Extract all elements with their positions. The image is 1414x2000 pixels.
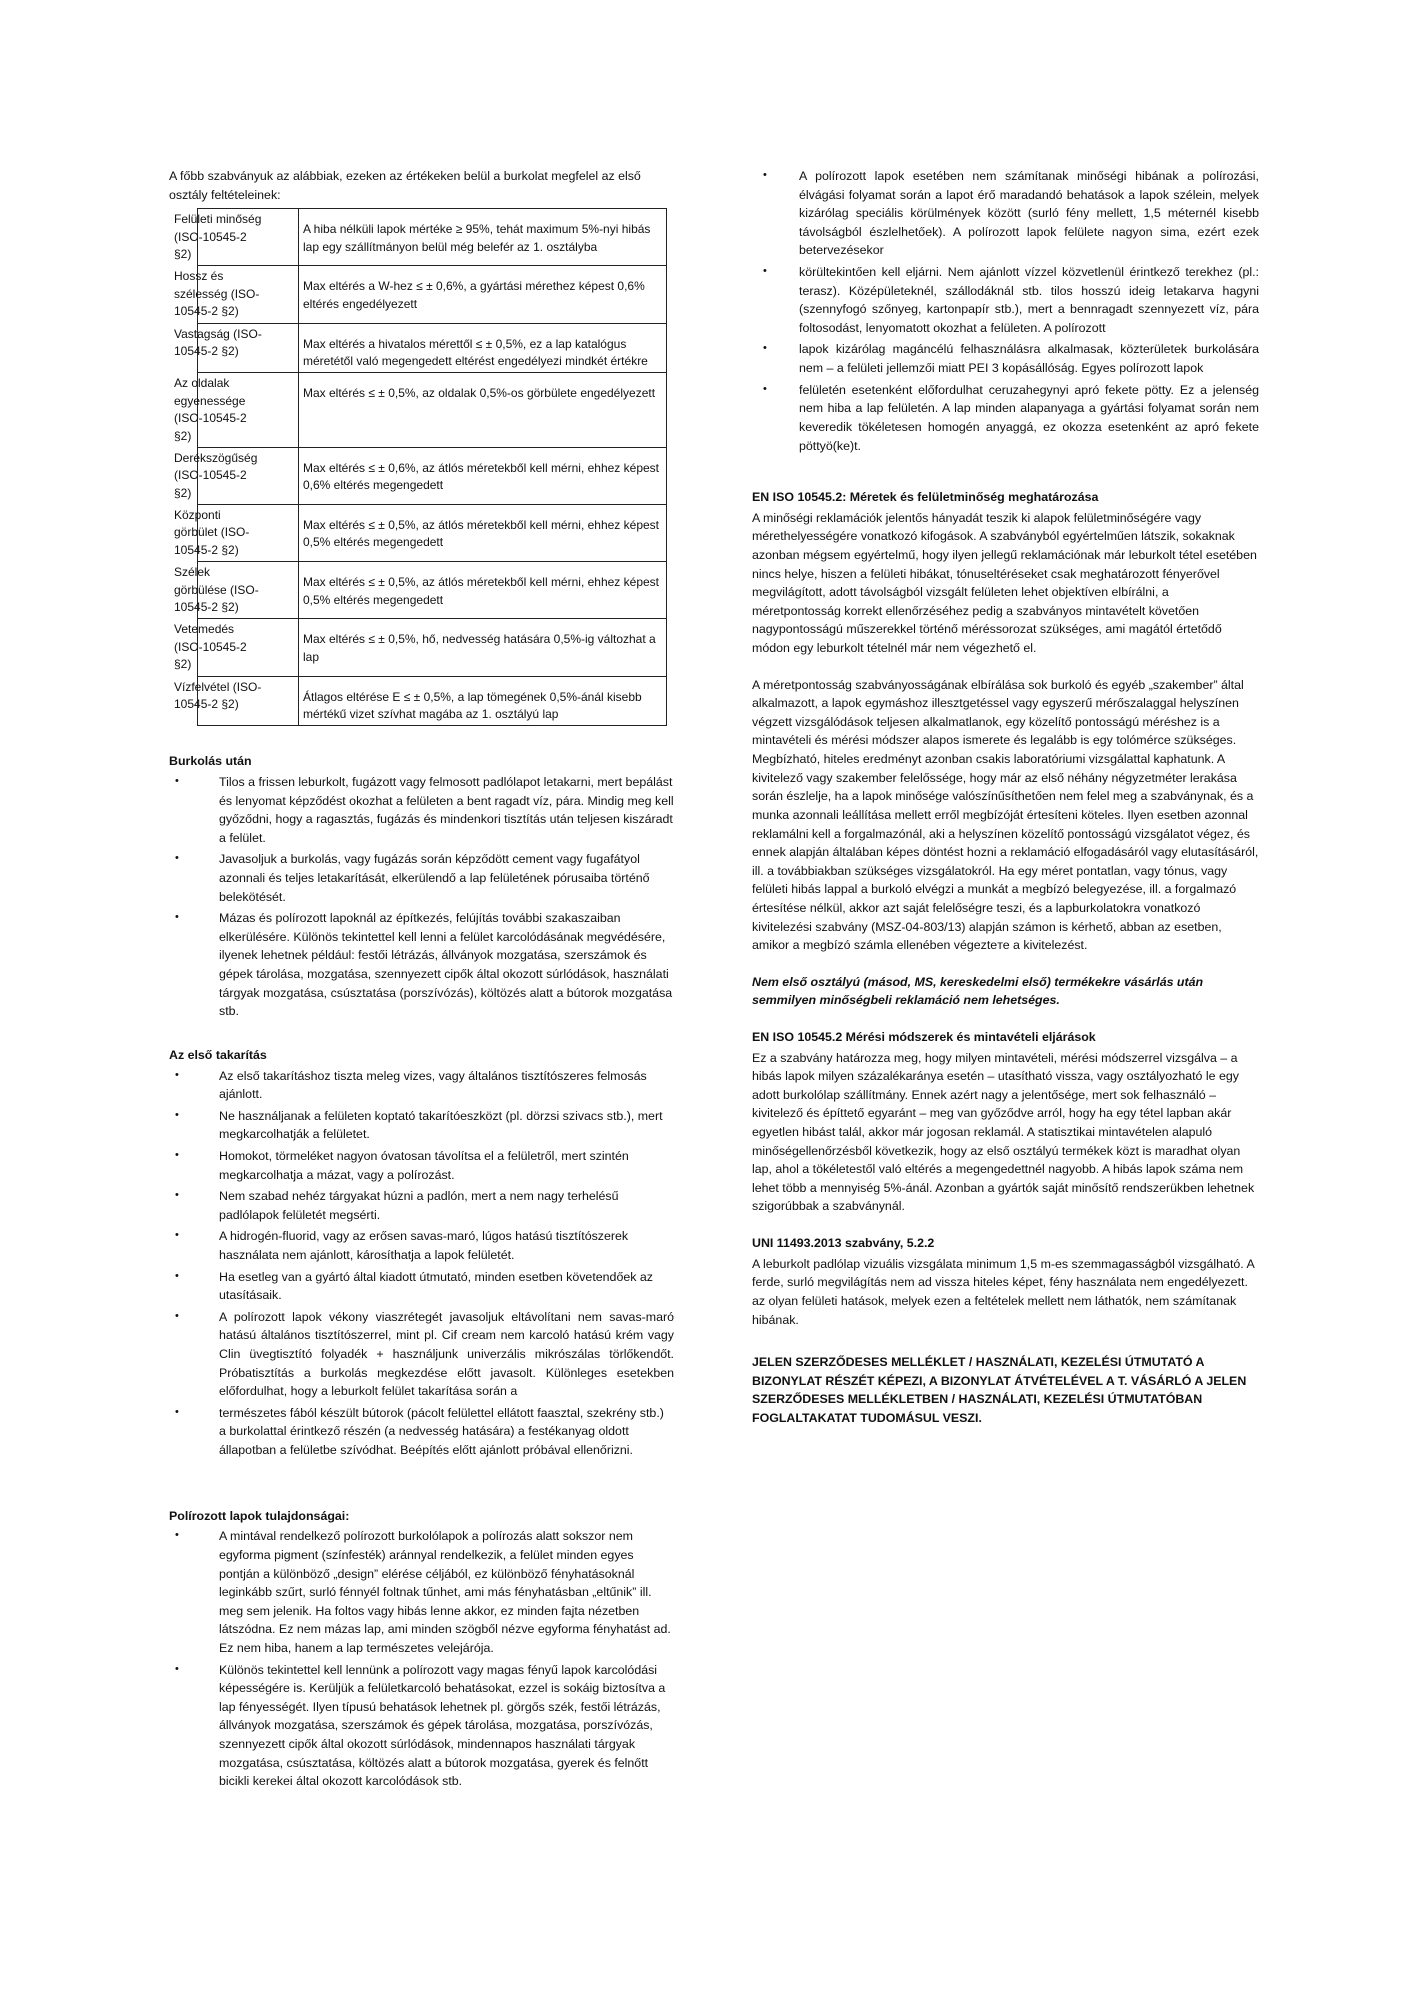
paragraph: A leburkolt padlólap vizuális vizsgálata minimum 1,5 m-es szemmagasságból vizsgálható. A ferde, surló megvilágítás nem ad vissza hiteles képet, fény használata nem engedélyezett. az olyan felületi hatások, melyek ezen a feltételek mellett nem láthatók, nem számítanak hibának. <box>752 1256 1255 1327</box>
list-item: • természetes fából készült bútorok (pácolt felülettel ellátott faasztal, szekrény stb.) a burkolattal érintkező részén (a nedvesség hatására) a festékanyag oldott állapotban a felületbe szívódhat. Beépítés előtt ajánlott próbával ellenőrizni. <box>169 1404 674 1460</box>
table-value: Max eltérés ≤ ± 0,5%, hő, nedvesség hatására 0,5%-ig változhat a lap <box>299 619 667 676</box>
table-value: Max eltérés ≤ ± 0,5%, az átlós méretekből kell mérni, ehhez képest 0,5% eltérés megengedett <box>299 562 667 619</box>
list-item: • A polírozott lapok vékony viaszrétegét javasoljuk eltávolítani nem savas-maró hatású általános tisztítószerrel, mint pl. Cif cream nem karcoló hatású krém vagy Clin üvegtisztító folyadék + használjunk univerzális mikrószálas törlőkendőt. Próbatisztítás a burkolás megkezdése előtt javasolt. Különleges esetekben előfordulhat, hogy a leburkolt felület takarítása során a <box>169 1308 674 1401</box>
table-property: Hossz és szélesség (ISO-10545-2 §2) <box>174 269 260 319</box>
table-property: Derékszögűség (ISO-10545-2 §2) <box>174 450 258 500</box>
bullet-list <box>169 773 674 1021</box>
table-row <box>198 266 667 323</box>
table-value: A hiba nélküli lapok mértéke ≥ 95%, tehát maximum 5%-nyi hibás lap egy szállítmányon belül még belefér az 1. osztályba <box>299 209 667 266</box>
section-heading: EN ISO 10545.2: Méretek és felületminőség meghatározása <box>752 490 1099 505</box>
table-value: Max eltérés ≤ ± 0,6%, az átlós méretekből kell mérni, ehhez képest 0,6% eltérés megengedett <box>299 447 667 504</box>
bullet-list <box>752 167 1259 455</box>
bullet-list <box>169 1067 674 1460</box>
table-property: Központi görbület (ISO-10545-2 §2) <box>174 508 250 557</box>
table-property: Vetemedés (ISO-10545-2 §2) <box>174 622 247 672</box>
table-property: Vízfelvétel (ISO-10545-2 §2) <box>174 679 262 711</box>
list-item: • lapok kizárólag magáncélú felhasználásra alkalmasak, közterületek burkolására nem – a felületi jellemzői miatt PEI 3 kopásállóság. Egyes polírozott lapok <box>752 340 1259 377</box>
notice-text: Nem első osztályú (másod, MS, kereskedelmi első) termékekre vásárlás után semmilyen minőségbeli reklamáció nem lehetséges. <box>752 974 1204 1008</box>
list-item: • A hidrogén-fluorid, vagy az erősen savas-maró, lúgos hatású tisztítószerek használata nem ajánlott, károsíthatja a lapok felületét. <box>169 1227 674 1264</box>
table-value: Max eltérés ≤ ± 0,5%, az átlós méretekből kell mérni, ehhez képest 0,5% eltérés megengedett <box>299 505 667 562</box>
table-row <box>198 619 667 676</box>
table-row <box>198 447 667 504</box>
table-row <box>198 373 667 448</box>
list-item: • A polírozott lapok esetében nem számítanak minőségi hibának a polírozási, élvágási folyamat során a lapot érő maradandó behatások a lapok szélein, melyek kizárólag speciális körülmények között (surló fény mellett, 1,5 méternél kisebb távolságból észlelhetőek). A polírozott lapok felülete nagyon sima, ezért ezek betervezésekor <box>752 167 1259 260</box>
list-item: • Nem szabad nehéz tárgyakat húzni a padlón, mert a nem nagy terhelésű padlólapok felületét megsérti. <box>169 1187 674 1224</box>
closing-statement: JELEN SZERZŐDESES MELLÉKLET / HASZNÁLATI, KEZELÉSI ÚTMUTATÓ A BIZONYLAT RÉSZÉT KÉPEZI, A BIZONYLAT ÁTVÉTELÉVEL A T. VÁSÁRLÓ A JELEN SZERZŐDESES MELLÉKLETBEN / HASZNÁLATI, KEZELÉSI ÚTMUTATÓBAN FOGLALTAKATAT TUDOMÁSUL VESZI. <box>752 1355 1247 1425</box>
table-row <box>198 562 667 619</box>
section-heading: UNI 11493.2013 szabvány, 5.2.2 <box>752 1236 935 1251</box>
right-column <box>752 167 1259 1428</box>
paragraph: Ez a szabvány határozza meg, hogy milyen mintavételi, mérési módszerrel vizsgálva – a hibás lapok milyen százalékaránya esetén – utasítható vissza, vagy osztályozható le egy adott burkolólap szállítmány. Ennek azért nagy a jelentősége, mert sok felhasználó – kivitelező és építtető egyaránt – meg van győződve arról, hogy ha egy tétel lapban akár egyetlen hibást talál, akkor már jogosan reklamál. A statisztikai mintavételen alapuló minőségellenőrzésből következik, hogy az első osztályú termékek közt is maradhat olyan lap, ahol a tökéletestől való eltérés a megengedettnél nagyobb. A hibás lapok száma nem lehet több a mennyiség 5%-ánál. Azonban a gyártók saját minősítő rendszerükben lehetnek szigorúbbak a szabványnál. <box>752 1050 1255 1214</box>
list-item: • Tilos a frissen leburkolt, fugázott vagy felmosott padlólapot letakarni, mert bepálást és lenyomat képződést okozhat a felületen a bent ragadt víz, pára. Mindig meg kell győződni, hogy a ragasztás, fugázás és mindenkori tisztítás után teljesen kiszáradt a felület. <box>169 773 674 847</box>
table-property: Az oldalak egyenessége (ISO-10545-2 §2) <box>174 376 247 443</box>
section-heading: Az első takarítás <box>169 1047 267 1062</box>
list-item: • körültekintően kell eljárni. Nem ajánlott vízzel közvetlenül érintkező terekhez (pl.: terasz). Középületeknél, szállodáknál stb. tilos hosszú ideig letakarva hagyni (szennyfogó szőnyeg, kartonpapír stb.), mert a bennragadt szennyezett víz, pára foltosodást, lenyomatott okozhat a felületen. A polírozott <box>752 263 1259 337</box>
intro-text: A főbb szabványuk az alábbiak, ezeken az értékeken belül a burkolat megfelel az első osztály feltételeinek: <box>169 169 641 202</box>
list-item: • Az első takarításhoz tiszta meleg vizes, vagy általános tisztítószeres felmosás ajánlott. <box>169 1067 674 1104</box>
section-heading: Burkolás után <box>169 754 252 769</box>
left-column <box>169 167 674 1794</box>
table-value: Max eltérés a W-hez ≤ ± 0,6%, a gyártási mérethez képest 0,6% eltérés engedélyezett <box>299 266 667 323</box>
table-row <box>198 505 667 562</box>
table-property: Felületi minőség (ISO-10545-2 §2) <box>174 212 262 261</box>
table-row <box>198 209 667 266</box>
list-item: • A mintával rendelkező polírozott burkolólapok a polírozás alatt sokszor nem egyforma pigment (színfesték) aránnyal rendelkezik, a felület minden egyes pontján a különböző „design” elérése céljából, ez különböző fényhatásoknál leginkább szűrt, surló fénnyél foltnak tűnhet, ami más fényhatásban „eltűnik” ill. meg sem jelenik. Ha foltos vagy hibás lenne akkor, ez minden fajta nézetben látszódna. Ez nem mázas lap, ami minden szögből nézve egyforma fényhatást ad. Ez nem hiba, hanem a lap természetes velejárója. <box>169 1527 674 1657</box>
list-item: • Mázas és polírozott lapoknál az építkezés, felújítás további szakaszaiban elkerülésére. Különös tekintettel kell lenni a felület karcolódásának megvédésére, ilyenek lehetnek például: festői létrázás, állványok mozgatása, szerszámok és gépek tárolása, mozgatása, szennyezett cipők által okozott súrlódások, használati tárgyak mozgatása, csúsztatása (porszívózás), költözés alatt a bútorok mozgatása stb. <box>169 909 674 1021</box>
section-heading: Polírozott lapok tulajdonságai: <box>169 1508 350 1523</box>
list-item: • felületén esetenként előfordulhat ceruzahegynyi apró fekete pötty. Ez a jelenség nem hiba a lap felületén. A lap minden alapanyaga a gyártási folyamat során nem keveredik tökéletesen homogén anyaggá, ez okozza esetenként az apró fekete pöttyö(ke)t. <box>752 381 1259 455</box>
paragraph: A méretpontosság szabványosságának elbírálása sok burkoló és egyéb „szakember” által alkalmazott, a lapok egymáshoz illesztgetéssel vagy egyszerű mérőszalaggal helyszínen végzett vizsgálódások teljesen alkalmatlanok, egy közelítő pontosságú méréshez is a mintavételi és mérési módszer alapos ismerete és legalább is egy tolómérce szükséges. Megbízható, hiteles eredményt azonban csakis laboratóriumi vizsgálattal kaphatunk. A kivitelező vagy szakember felelőssége, hogy már az első néhány négyzetméter lerakása során észlelje, ha a lapok minősége valószínűsíthetően nem felel meg a szabványnak, és a munka azonnali leállítása mellett erről megbízóját értesíteni köteles. Ilyen esetben azonnal reklamálni kell a forgalmazónál, aki a helyszínen közelítő pontosságú vizsgálatot végez, és ennek alapján általában képes döntést hozni a reklamáció elfogadásáról vagy elutasításáról, ill. a továbbiakban szükséges vizsgálatokról. Ha egy méret pontatlan, vagy tónus, vagy felületi hibás lappal a burkoló elvégzi a munkát a megbízó belegyezése, ill. a forgalmazó értesítése nélkül, akkor azt saját felelőségre teszi, és a lapburkolatokra vonatkozó kivitelezési szabvány (MSZ-04-803/13) alapján számon is kérhető, abban az esetben, amikor a megbízó számla ellenében végezteте a kivitelezést. <box>752 677 1259 953</box>
list-item: • Homokot, törmeléket nagyon óvatosan távolítsa el a felületről, mert szintén megkarcolhatja a mázat, vagy a polírozást. <box>169 1147 674 1184</box>
section-heading: EN ISO 10545.2 Mérési módszerek és mintavételi eljárások <box>752 1029 1096 1044</box>
bullet-list <box>169 1527 674 1791</box>
table-row <box>198 323 667 373</box>
list-item: • Ha esetleg van a gyártó által kiadott útmutató, minden esetben követendőek az utasításaik. <box>169 1268 674 1305</box>
table-value: Átlagos eltérése E ≤ ± 0,5%, a lap tömegének 0,5%-ánál kisebb mértékű vizet szívhat magába az 1. osztályú lap <box>299 676 667 726</box>
table-row <box>198 676 667 726</box>
table-property: Vastagság (ISO-10545-2 §2) <box>174 326 262 358</box>
table-property: Szélek görbülése (ISO-10545-2 §2) <box>174 565 259 615</box>
list-item: • Különös tekintettel kell lennünk a polírozott vagy magas fényű lapok karcolódási képességére is. Kerüljük a felületkarcoló behatásokat, ezzel is sokáig biztosítva a lap fényességét. Ilyen típusú behatások lehetnek pl. görgős szék, festői létrázás, állványok mozgatása, szerszámok és gépek tárolása, mozgatása, porszívózás, szennyezett cipők által okozott súrlódások, mindennapos használati tárgyak mozgatása, csúsztatása, költözés alatt a bútorok mozgatása, gyerek és felnőtt bicikli kerekei által okozott karcolódások stb. <box>169 1661 674 1791</box>
table-value: Max eltérés ≤ ± 0,5%, az oldalak 0,5%-os görbülete engedélyezett <box>299 373 667 448</box>
table-value: Max eltérés a hivatalos mérettől ≤ ± 0,5%, ez a lap katalógus méretétől való megengedett eltérést engedélyezi mindkét értékre <box>299 323 667 373</box>
list-item: • Javasoljuk a burkolás, vagy fugázás során képződött cement vagy fugafátyol azonnali és teljes letakarítását, elkerülendő a lap felületének pórusaiba történő belekötését. <box>169 850 674 906</box>
list-item: • Ne használjanak a felületen koptató takarítóeszközt (pl. dörzsi szivacs stb.), mert megkarcolhatják a felületet. <box>169 1107 674 1144</box>
standards-table <box>174 208 667 726</box>
paragraph: A minőségi reklamációk jelentős hányadát teszik ki alapok felületminőségére vagy mérethelyességére vonatkozó kifogások. A szabványból egyértelműen látszik, sokaknak azonban mégsem egyértelmű, hogy ilyen jellegű reklamációnak már leburkolt tétel esetében nincs helye, hiszen a felületi hibákat, tónuseltéréseket csak meghatározott fényerővel megvilágított, adott távolságból vizsgált felületen lehet objektíven elbírálni, a méretpontosság korrekt ellenőrzéséhez pedig a szabványos mintavételt követően nagypontosságú műszerekkel történő méréssorozat szükséges, ami magától értetődő módon egy leburkolt tételnél már nem végezhető el. <box>752 510 1257 656</box>
